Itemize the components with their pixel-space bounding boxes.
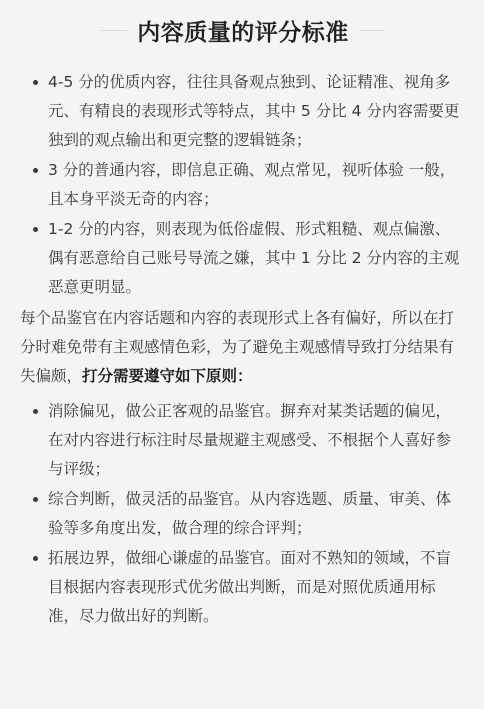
bullet-dot-icon bbox=[33, 497, 38, 502]
scoring-list bbox=[26, 68, 460, 302]
scoring-item-text: 1-2 分的内容，则表现为低俗虚假、形式粗糙、观点偏激、偶有恶意给自己账号导流之嫌，其中 1 分比 2 分内容的主观恶意更明显。 bbox=[48, 220, 460, 296]
principle-item-unbiased bbox=[26, 397, 460, 484]
scoring-item-text: 4-5 分的优质内容，往往具备观点独到、论证精准、视角多元、有精良的表现形式等特点，其中 5 分比 4 分内容需要更独到的观点输出和更完整的逻辑链条； bbox=[48, 73, 460, 149]
bullet-dot-icon bbox=[33, 227, 38, 232]
principle-item-comprehensive bbox=[26, 485, 460, 543]
page-title: 内容质量的评分标准 bbox=[137, 19, 349, 46]
title-row bbox=[26, 8, 460, 52]
title-rule-right bbox=[359, 30, 385, 31]
principle-item-open-minded bbox=[26, 544, 460, 631]
principle-item-text: 综合判断，做灵活的品鉴官。从内容选题、质量、审美、体验等多角度出发，做合理的综合评判； bbox=[48, 490, 452, 537]
scoring-item-text: 3 分的普通内容，即信息正确、观点常见，视听体验 一般，且本身平淡无奇的内容； bbox=[48, 161, 456, 208]
intro-paragraph-emphasis: 打分需要遵守如下原则： bbox=[82, 367, 253, 385]
bullet-dot-icon bbox=[33, 168, 38, 173]
principle-item-text: 拓展边界，做细心谦虚的品鉴官。面对不熟知的领域，不盲目根据内容表现形式优劣做出判断，而是对照优质通用标准，尽力做出好的判断。 bbox=[48, 549, 452, 625]
bullet-dot-icon bbox=[33, 80, 38, 85]
principles-list bbox=[26, 397, 460, 631]
scoring-item-3 bbox=[26, 156, 460, 214]
scoring-item-1-2 bbox=[26, 215, 460, 302]
scoring-item-4-5 bbox=[26, 68, 460, 155]
principle-item-text: 消除偏见，做公正客观的品鉴官。摒弃对某类话题的偏见，在对内容进行标注时尽量规避主观感受、不根据个人喜好参与评级； bbox=[48, 402, 452, 478]
bullet-dot-icon bbox=[33, 556, 38, 561]
title-rule-left bbox=[101, 30, 127, 31]
intro-paragraph-text: 每个品鉴官在内容话题和内容的表现形式上各有偏好，所以在打分时难免带有主观感情色彩，为了避免主观感情导致打分结果有失偏颇， bbox=[20, 309, 455, 385]
bullet-dot-icon bbox=[33, 409, 38, 414]
intro-paragraph bbox=[20, 304, 460, 391]
